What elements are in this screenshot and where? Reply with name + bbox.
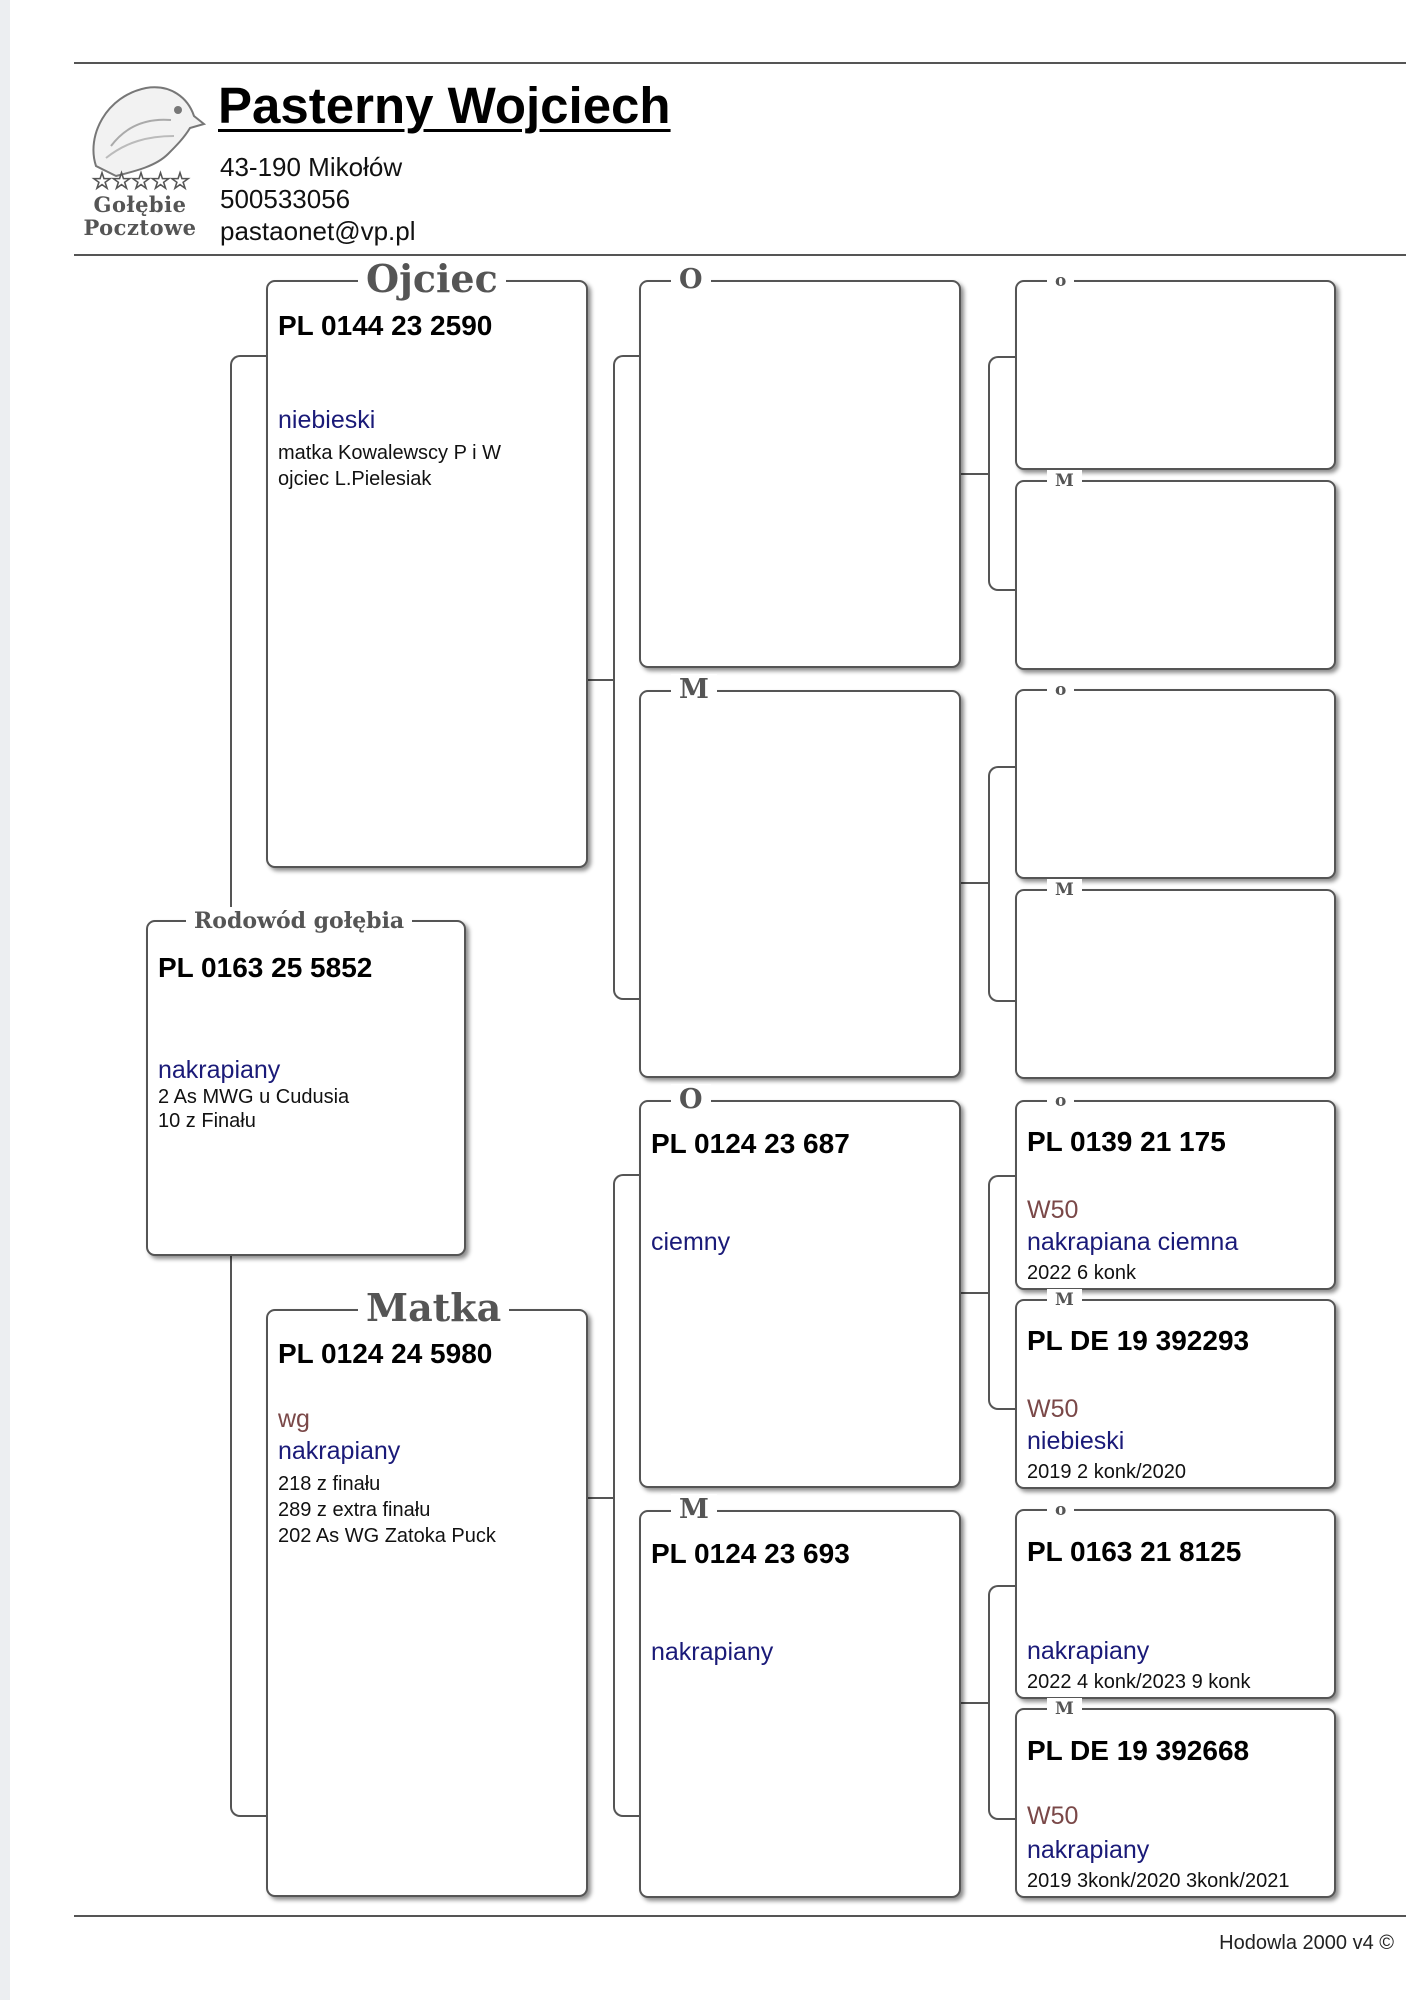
connector-father xyxy=(613,355,641,1000)
father-father-label: O xyxy=(671,264,711,296)
father-mother-card xyxy=(639,674,961,1078)
mother-father-label: O xyxy=(671,1084,711,1116)
breeder-email: pastaonet@vp.pl xyxy=(220,216,416,246)
footer-rule xyxy=(74,1915,1406,1917)
mm-mother-tag: W50 xyxy=(1027,1802,1079,1830)
fm-mother-card xyxy=(1015,880,1336,1079)
logo-text-line1: Gołębie xyxy=(93,192,187,217)
header-bottom-rule xyxy=(74,254,1406,256)
ff-father-card xyxy=(1015,271,1336,470)
fm-father-card xyxy=(1015,680,1336,879)
connector-mm-stem xyxy=(960,1702,988,1704)
mf-father-note: 2022 6 konk xyxy=(1027,1262,1136,1284)
mm-mother-color: nakrapiany xyxy=(1027,1836,1150,1864)
mother-color: nakrapiany xyxy=(278,1437,401,1465)
ff-father-label: o xyxy=(1047,270,1074,292)
mm-father-color: nakrapiany xyxy=(1027,1637,1150,1665)
mm-father-label: o xyxy=(1047,1499,1074,1521)
father-mother-label: M xyxy=(671,674,717,706)
father-card xyxy=(266,256,588,868)
breeder-address: 43-190 Mikołów xyxy=(220,152,403,182)
father-note: matka Kowalewscy P i W xyxy=(278,442,502,464)
connector-ff-stem xyxy=(960,473,988,475)
connector-mother-stem xyxy=(586,1497,613,1499)
mother-mother-ring-number: PL 0124 23 693 xyxy=(651,1538,850,1569)
footer-credit: Hodowla 2000 v4 © xyxy=(1219,1932,1394,1954)
header-top-rule xyxy=(74,62,1406,64)
mother-card xyxy=(266,1285,588,1897)
fm-father-label: o xyxy=(1047,679,1074,701)
subject-pigeon-card xyxy=(146,908,466,1256)
logo-stars: ☆☆☆☆☆ xyxy=(91,166,189,195)
mother-mother-color: nakrapiany xyxy=(651,1638,774,1666)
mm-father-ring-number: PL 0163 21 8125 xyxy=(1027,1536,1242,1567)
subject-card-label: Rodowód gołębia xyxy=(186,907,412,935)
connector-mother xyxy=(613,1174,641,1817)
mm-mother-label: M xyxy=(1047,1698,1082,1720)
ff-mother-label: M xyxy=(1047,470,1082,492)
mother-note: 289 z extra finału xyxy=(278,1499,431,1521)
mother-card-label: Matka xyxy=(358,1286,509,1330)
mother-note: 202 As WG Zatoka Puck xyxy=(278,1525,496,1547)
mf-father-tag: W50 xyxy=(1027,1196,1079,1224)
mf-mother-label: M xyxy=(1047,1289,1082,1311)
mm-father-note: 2022 4 konk/2023 9 konk xyxy=(1027,1671,1251,1693)
mf-mother-color: niebieski xyxy=(1027,1427,1125,1455)
connector-fm-stem xyxy=(960,882,988,884)
mf-father-label: o xyxy=(1047,1090,1074,1112)
mf-mother-card xyxy=(1015,1290,1336,1489)
mf-mother-tag: W50 xyxy=(1027,1395,1079,1423)
connector-ff xyxy=(988,356,1017,591)
connector-father-stem xyxy=(586,679,613,681)
mf-father-color: nakrapiana ciemna xyxy=(1027,1228,1239,1256)
mother-father-color: ciemny xyxy=(651,1228,731,1256)
mother-ring-number: PL 0124 24 5980 xyxy=(278,1338,493,1369)
connector-mf-stem xyxy=(960,1292,988,1294)
breeder-name: Pasterny Wojciech xyxy=(218,77,671,134)
mm-mother-ring-number: PL DE 19 392668 xyxy=(1027,1735,1250,1766)
father-ring-number: PL 0144 23 2590 xyxy=(278,310,493,341)
subject-note: 10 z Finału xyxy=(158,1110,256,1132)
mother-father-ring-number: PL 0124 23 687 xyxy=(651,1128,850,1159)
subject-color: nakrapiany xyxy=(158,1056,281,1084)
father-color: niebieski xyxy=(278,406,376,434)
mother-tag: wg xyxy=(278,1405,310,1433)
mm-mother-note: 2019 3konk/2020 3konk/2021 xyxy=(1027,1870,1290,1892)
mother-note: 218 z finału xyxy=(278,1473,381,1495)
subject-ring-number: PL 0163 25 5852 xyxy=(158,952,373,983)
mother-father-card xyxy=(639,1084,961,1488)
mother-mother-card xyxy=(639,1494,961,1898)
father-father-card xyxy=(639,264,961,668)
mm-father-card xyxy=(1015,1500,1336,1699)
connector-mm xyxy=(988,1585,1017,1820)
mm-mother-card xyxy=(1015,1699,1336,1898)
father-card-label: Ojciec xyxy=(358,257,506,301)
connector-fm xyxy=(988,766,1017,1002)
logo-text-line2: Pocztowe xyxy=(83,215,197,240)
mf-mother-ring-number: PL DE 19 392293 xyxy=(1027,1325,1250,1356)
mother-mother-label: M xyxy=(671,1494,717,1526)
breeder-phone: 500533056 xyxy=(220,184,351,214)
mf-father-ring-number: PL 0139 21 175 xyxy=(1027,1126,1226,1157)
fm-mother-label: M xyxy=(1047,879,1082,901)
mf-mother-note: 2019 2 konk/2020 xyxy=(1027,1461,1187,1483)
father-note: ojciec L.Pielesiak xyxy=(278,468,432,490)
mf-father-card xyxy=(1015,1091,1336,1290)
connector-mf xyxy=(988,1175,1017,1410)
subject-note: 2 As MWG u Cudusia xyxy=(158,1086,350,1108)
page-left-margin xyxy=(0,0,10,2000)
ff-mother-card xyxy=(1015,471,1336,670)
